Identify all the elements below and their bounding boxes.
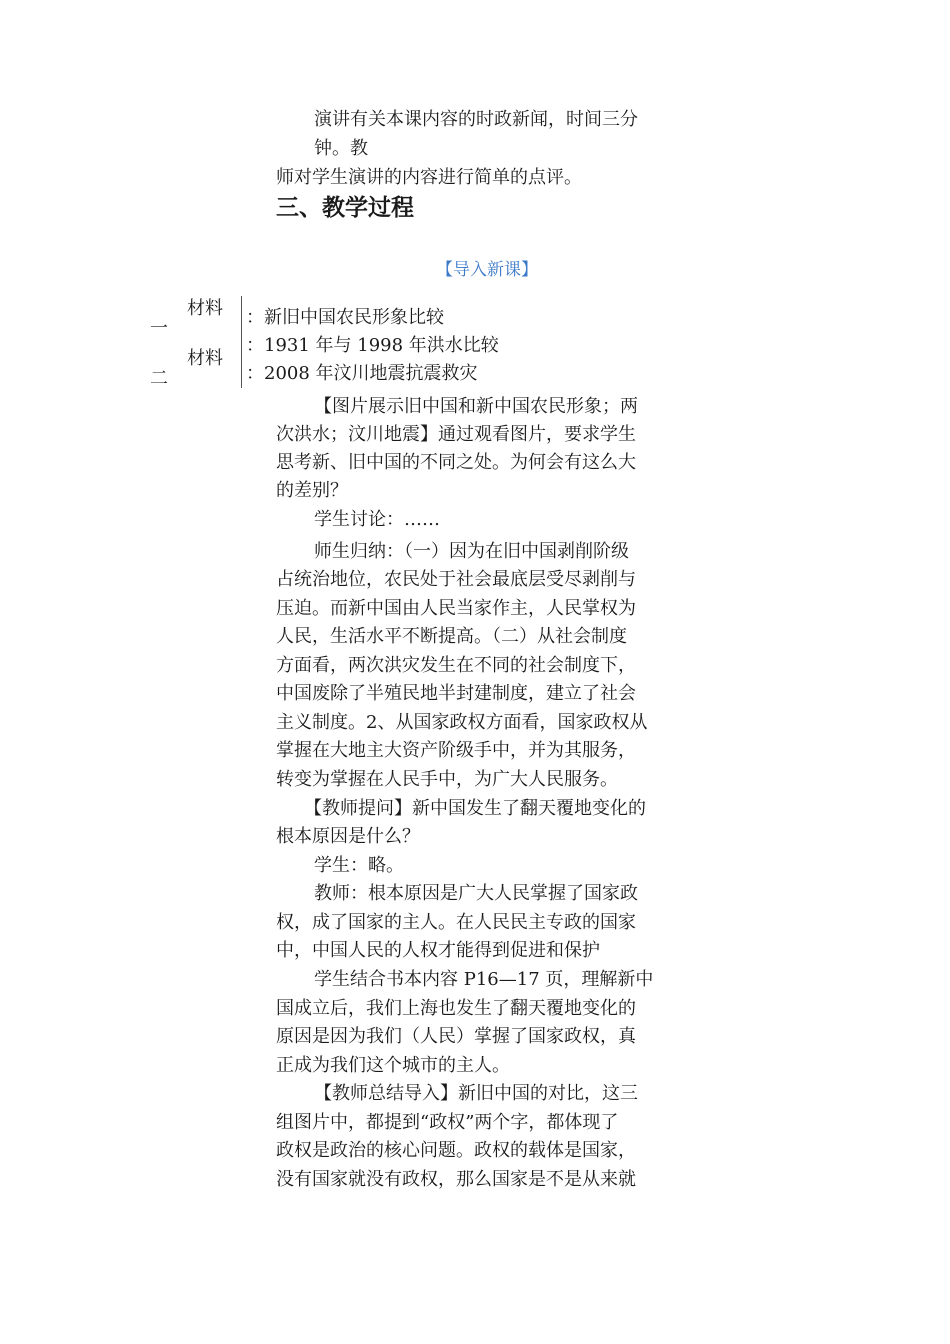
material-number: 二 xyxy=(150,368,168,389)
body-line: 学生：略。 xyxy=(314,855,404,876)
intro-line: 钟。教 xyxy=(314,138,368,159)
body-line: 占统治地位，农民处于社会最底层受尽剥削与 xyxy=(276,569,636,590)
material-row: ：1931 年与 1998 年洪水比较 xyxy=(246,335,499,356)
body-line: 主义制度。2、从国家政权方面看，国家政权从 xyxy=(276,712,648,733)
material-row: ：2008 年汶川地震抗震救灾 xyxy=(246,363,478,384)
body-line: 转变为掌握在人民手中，为广大人民服务。 xyxy=(276,769,618,790)
body-line: 【教师总结导入】新旧中国的对比，这三 xyxy=(314,1083,638,1104)
material-divider xyxy=(241,296,242,388)
body-line: 中国废除了半殖民地半封建制度，建立了社会 xyxy=(276,683,636,704)
body-line: 国成立后，我们上海也发生了翻天覆地变化的 xyxy=(276,998,636,1019)
material-number: 一 xyxy=(150,318,168,339)
material-label: 材料 xyxy=(187,348,223,369)
body-line: 学生结合书本内容 P16—17 页，理解新中 xyxy=(314,969,654,990)
body-line: 政权是政治的核心问题。政权的载体是国家， xyxy=(276,1140,636,1161)
body-line: 教师：根本原因是广大人民掌握了国家政 xyxy=(314,883,638,904)
body-line: 【教师提问】新中国发生了翻天覆地变化的 xyxy=(304,798,646,819)
intro-line: 演讲有关本课内容的时政新闻，时间三分 xyxy=(314,109,638,130)
body-line: 的差别？ xyxy=(276,480,348,501)
material-row: ：新旧中国农民形象比较 xyxy=(246,307,444,328)
body-line: 权，成了国家的主人。在人民民主专政的国家 xyxy=(276,912,636,933)
body-line: 压迫。而新中国由人民当家作主，人民掌权为 xyxy=(276,598,636,619)
material-label: 材料 xyxy=(187,298,223,319)
body-line: 正成为我们这个城市的主人。 xyxy=(276,1055,510,1076)
section-tag: 【导入新课】 xyxy=(436,260,538,280)
body-line: 根本原因是什么？ xyxy=(276,826,420,847)
body-line: 中，中国人民的人权才能得到促进和保护 xyxy=(276,940,600,961)
intro-line: 师对学生演讲的内容进行简单的点评。 xyxy=(276,167,582,188)
body-line: 组图片中，都提到“政权”两个字，都体现了 xyxy=(276,1112,619,1133)
section-heading: 三、教学过程 xyxy=(276,195,414,221)
body-line: 学生讨论：…… xyxy=(314,509,440,530)
body-line: 【图片展示旧中国和新中国农民形象；两 xyxy=(314,396,638,417)
body-line: 没有国家就没有政权，那么国家是不是从来就 xyxy=(276,1169,636,1190)
body-line: 师生归纳：（一）因为在旧中国剥削阶级 xyxy=(314,541,629,562)
body-line: 掌握在大地主大资产阶级手中，并为其服务， xyxy=(276,740,636,761)
body-line: 次洪水；汶川地震】通过观看图片，要求学生 xyxy=(276,424,636,445)
body-line: 原因是因为我们（人民）掌握了国家政权，真 xyxy=(276,1026,636,1047)
body-line: 思考新、旧中国的不同之处。为何会有这么大 xyxy=(276,452,636,473)
body-line: 方面看，两次洪灾发生在不同的社会制度下， xyxy=(276,655,636,676)
body-line: 人民，生活水平不断提高。（二）从社会制度 xyxy=(276,626,627,647)
